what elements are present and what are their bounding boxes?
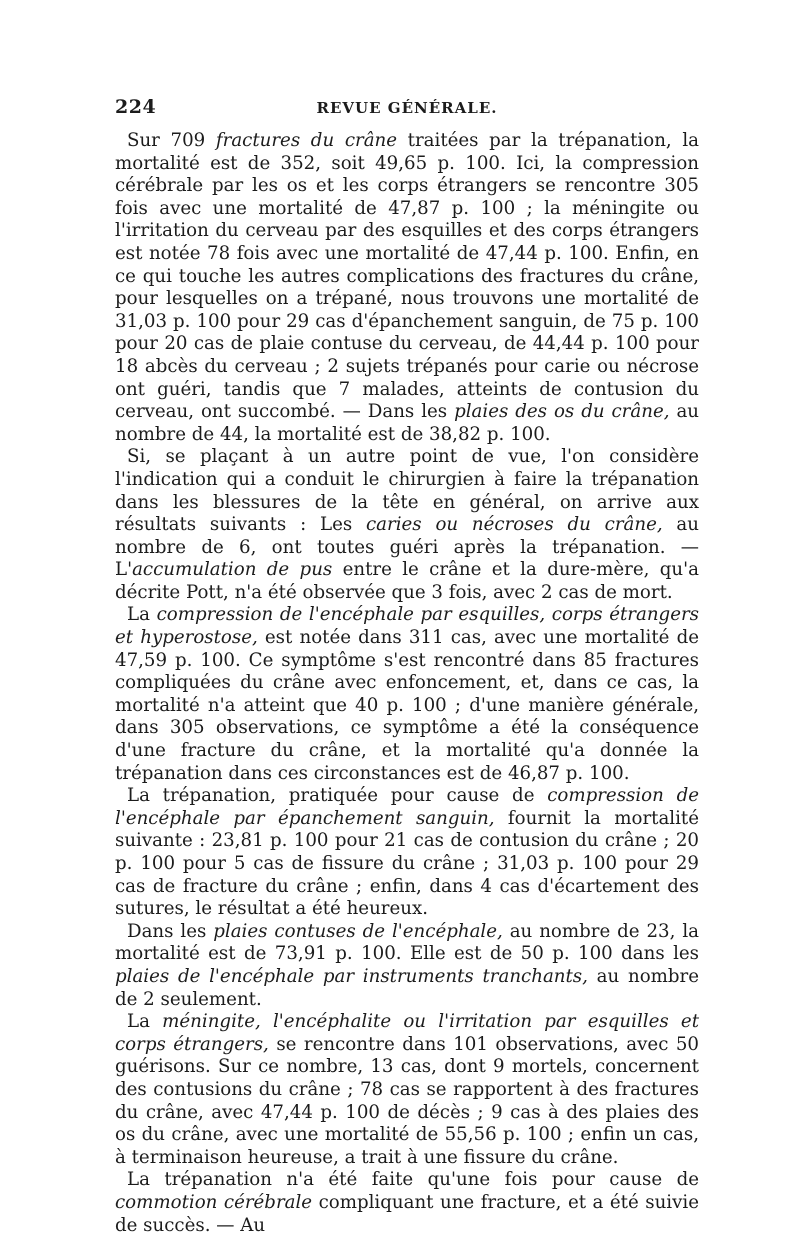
paragraph <box>115 1169 699 1237</box>
text-segment: au nombre de 6, ont toutes guéri après la trépanation. — L' <box>115 514 699 581</box>
italic-text: plaies de l'encéphale par instruments tranchants, <box>115 965 588 987</box>
italic-text: méningite, l'encéphalite ou l'irritation par esquilles et corps étrangers, <box>115 1011 699 1055</box>
italic-text: plaies contuses de l'encéphale, <box>213 920 503 942</box>
text-segment: se rencontre dans 101 observations, avec 50 guérisons. Sur ce nombre, 13 cas, dont 9 mortels, concernent des contusions du crâne ; 78 cas se rapportent à des fractures du crâne, avec 47,44 p. 100 de décès ; 9 cas à des plaies des os du crâne, avec une mortalité de 55,56 p. 100 ; enfin un cas, à terminaison heureuse, a trait à une fissure du crâne. <box>115 1033 700 1168</box>
paragraph <box>115 1011 699 1169</box>
text-segment: La trépanation n'a été faite qu'une fois pour cause de <box>127 1169 699 1191</box>
italic-text: compression de l'encéphale par esquilles, corps étrangers et hyperostose, <box>115 604 699 649</box>
text-segment: La trépanation, pratiquée pour cause de <box>127 785 548 807</box>
text-segment: Sur 709 <box>127 130 216 151</box>
text-segment: au nombre de 44, la mortalité est de 38,82 p. 100. <box>115 401 699 445</box>
page-header <box>115 96 699 130</box>
text-segment: La <box>127 604 157 626</box>
text-segment: Dans les <box>127 920 214 942</box>
text-segment: La <box>127 1011 163 1033</box>
paragraph <box>115 604 699 785</box>
paragraph <box>115 130 699 446</box>
text-segment: compliquant une fracture, et a été suivie de succès. — Au <box>115 1191 699 1236</box>
italic-text: accumulation de pus <box>132 559 333 581</box>
italic-text: compression de l'encéphale par épanchement sanguin, <box>115 785 699 829</box>
text-segment: au nombre de 2 seulement. <box>115 965 699 1010</box>
running-title: REVUE GÉNÉRALE. <box>316 99 498 117</box>
paragraph <box>115 921 699 1011</box>
page-number: 224 <box>115 96 157 118</box>
text-segment: entre le crâne et la dure-mère, qu'a décrite Pott, n'a été observée que 3 fois, avec 2 cas de mort. <box>115 559 699 603</box>
italic-text: commotion cérébrale <box>115 1191 313 1213</box>
italic-text: fractures du crâne <box>215 130 398 151</box>
text-segment: traitées par la trépanation, la mortalité est de 352, soit 49,65 p. 100. Ici, la compression cérébrale par les os et les corps étrangers se rencontre 305 fois avec une mortalité de 47,87 p. 100 ; la méningite ou l'irritation du cerveau par des esquilles et des corps étrangers est notée 78 fois avec une mortalité de 47,44 p. 100. Enfin, en ce qui touche les autres complications des fractures du crâne, pour lesquelles on a trépané, nous trouvons une mortalité de 31,03 p. 100 pour 29 cas d'épanchement sanguin, de 75 p. 100 pour 20 cas de plaie contuse du cerveau, de 44,44 p. 100 pour 18 abcès du cerveau ; 2 sujets trépanés pour carie ou nécrose ont guéri, tandis que 7 malades, atteints de contusion du cerveau, ont succombé. — Dans les <box>115 130 699 423</box>
book-page <box>115 96 699 1237</box>
text-segment: Si, se plaçant à un autre point de vue, l'on considère l'indication qui a conduit le chirurgien à faire la trépanation dans les blessures de la tête en général, on arrive aux résultats suivants : Les <box>115 446 699 536</box>
text-segment: est notée dans 311 cas, avec une mortalité de 47,59 p. 100. Ce symptôme s'est rencontré dans 85 fractures compliquées du crâne avec enfoncement, et, dans ce cas, la mortalité n'a atteint que 40 p. 100 ; d'une manière générale, dans 305 observations, ce symptôme a été la conséquence d'une fracture du crâne, et la mortalité qu'a donnée la trépanation dans ces circonstances est de 46,87 p. 100. <box>115 627 699 784</box>
text-segment: au nombre de 23, la mortalité est de 73,91 p. 100. Elle est de 50 p. 100 dans les <box>115 920 699 965</box>
body-text <box>115 130 699 1237</box>
text-segment: fournit la mortalité suivante : 23,81 p. 100 pour 21 cas de contusion du crâne ; 20 p. 100 pour 5 cas de fissure du crâne ; 31,03 p. 100 pour 29 cas de fracture du crâne ; enfin, dans 4 cas d'écartement des sutures, le résultat a été heureux. <box>115 807 699 920</box>
italic-text: caries ou nécroses du crâne, <box>366 514 663 536</box>
paragraph <box>115 785 699 921</box>
paragraph <box>115 446 699 604</box>
italic-text: plaies des os du crâne, <box>454 401 670 423</box>
